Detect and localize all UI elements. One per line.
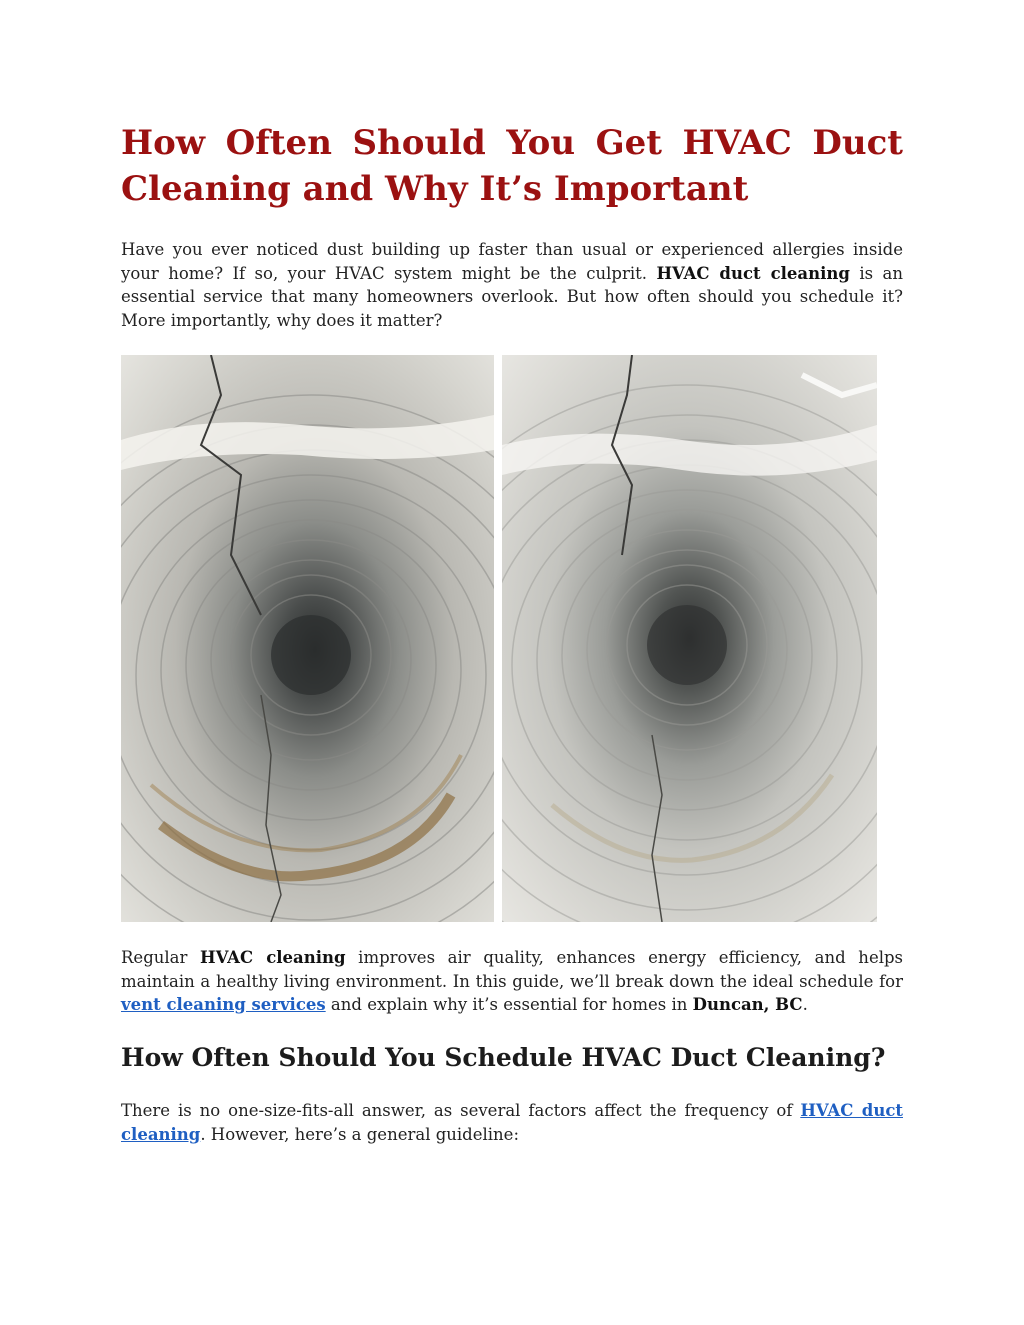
intro-text-1: Have you ever noticed dust building up faster than usual or experienced allergies inside your home? If so, your HVAC system might be the culprit. bbox=[121, 240, 903, 283]
benefits-paragraph bbox=[121, 946, 903, 1017]
intro-paragraph bbox=[121, 238, 903, 332]
intro-text-2: is an essential service that many homeowners overlook. But how often should you schedule it? More importantly, why does it matter? bbox=[121, 263, 903, 330]
duct-comparison-photos bbox=[121, 355, 877, 922]
intro-bold-hvac-duct-cleaning: HVAC duct cleaning bbox=[656, 263, 850, 283]
para2-text-3: and explain why it’s essential for homes in bbox=[325, 995, 693, 1014]
article-title bbox=[121, 120, 903, 212]
article-title-line-2: Cleaning and Why It’s Important bbox=[121, 169, 749, 209]
guideline-paragraph bbox=[121, 1099, 903, 1146]
vent-cleaning-services-link[interactable]: vent cleaning services bbox=[121, 995, 326, 1014]
article-title-line-1: How Often Should You Get HVAC Duct bbox=[121, 123, 903, 163]
para3-text-1: There is no one-size-fits-all answer, as several factors affect the frequency of bbox=[121, 1101, 801, 1120]
para2-text-1: Regular bbox=[121, 948, 201, 967]
para3-text-2: . However, here’s a general guideline: bbox=[200, 1124, 520, 1144]
dirty-duct-photo bbox=[121, 355, 494, 922]
para2-bold-location: Duncan, BC bbox=[692, 995, 803, 1014]
para2-text-4: . bbox=[802, 995, 808, 1014]
section-heading: How Often Should You Schedule HVAC Duct Cleaning? bbox=[121, 1043, 886, 1072]
clean-duct-photo bbox=[502, 355, 877, 922]
para2-text-2: improves air quality, enhances energy efficiency, and helps maintain a healthy living environment. In this guide, we’ll break down the ideal schedule for bbox=[121, 948, 904, 991]
hvac-duct-cleaning-link[interactable]: HVAC duct cleaning bbox=[121, 1101, 903, 1144]
para2-bold-hvac-cleaning: HVAC cleaning bbox=[200, 948, 346, 967]
